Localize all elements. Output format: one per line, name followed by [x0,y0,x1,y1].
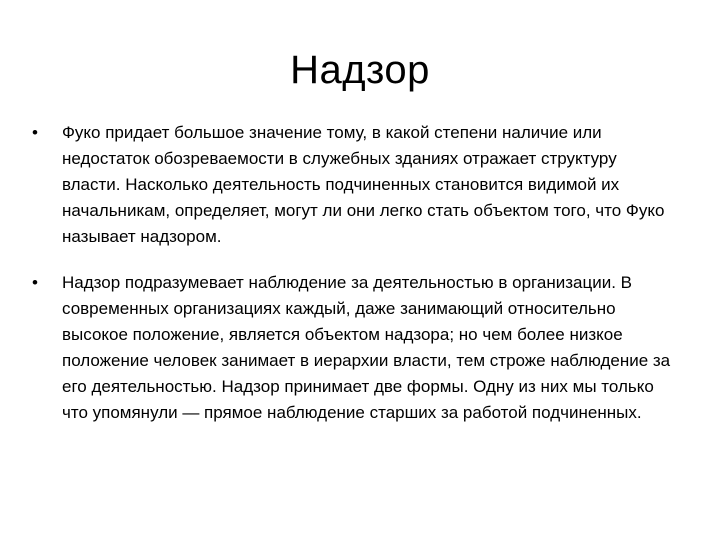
bullet-text: Фуко придает большое значение тому, в какой степени наличие или недостаток обозреваемости в служебных зданиях отражает структуру власти. Насколько деятельность подчиненных становится видимой их начальникам, определяет, могут ли они легко стать объектом того, что Фуко называет надзором. [62,123,665,246]
bullet-marker: • [32,273,38,292]
bullet-text: Надзор подразумевает наблюдение за деятельностью в организации. В современных организациях каждый, даже занимающий относительно высокое положение, является объектом надзора; но чем более низкое положение человек занимает в иерархии власти, тем строже наблюдение за его деятельностью. Надзор принимает две формы. Одну из них мы только что упомянули — прямое наблюдение старших за работой подчиненных. [62,273,671,422]
bullet-item [28,120,678,250]
bullet-list [28,120,678,426]
slide-title: Надзор [290,48,430,92]
bullet-item [28,270,678,426]
bullet-marker: • [32,123,38,142]
